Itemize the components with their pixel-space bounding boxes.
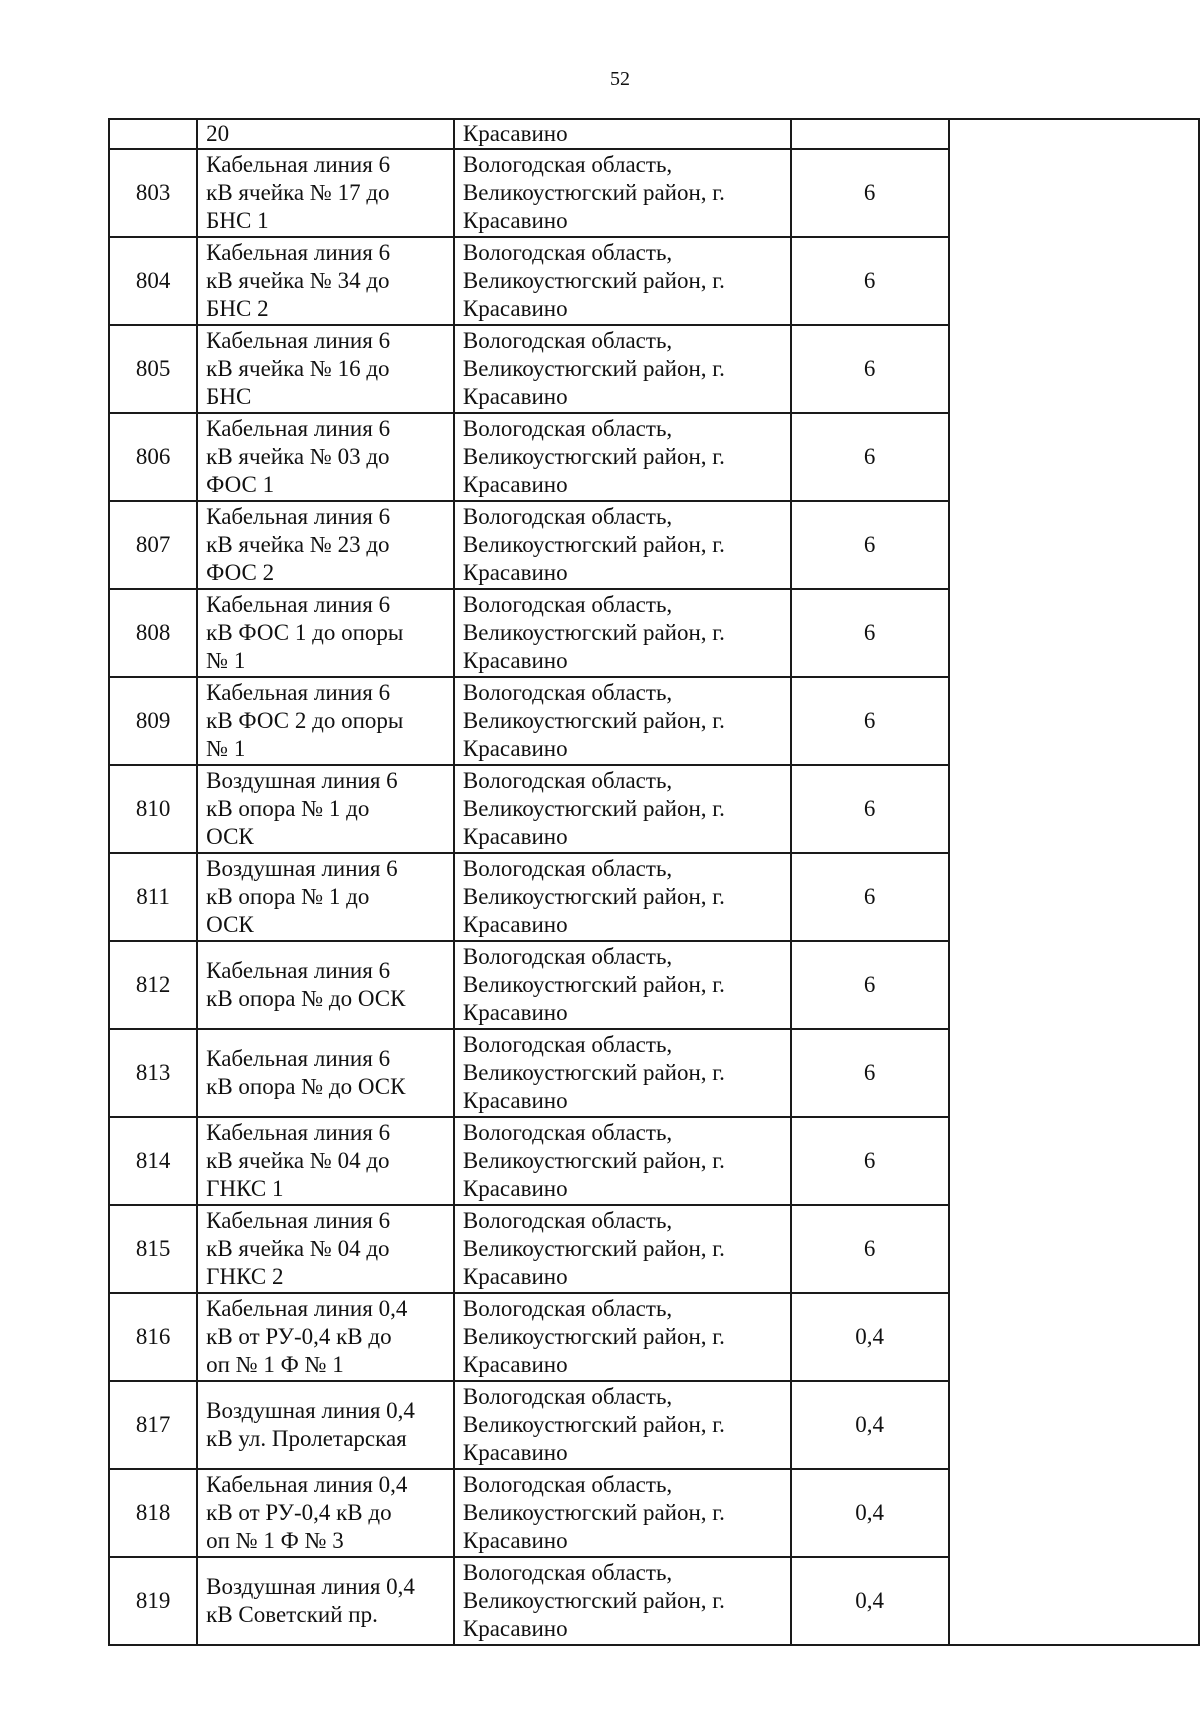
row-number: 803 — [135, 180, 171, 205]
object-name: Воздушная линия 6 кВ опора № 1 до ОСК — [206, 856, 398, 937]
row-number-cell — [109, 853, 197, 941]
object-address: Вологодская область, Великоустюгский район, г. Красавино — [462, 328, 725, 409]
voltage-value: 6 — [863, 356, 876, 381]
voltage-value: 0,4 — [855, 1500, 885, 1525]
object-name-cell — [197, 1117, 454, 1205]
object-address: Вологодская область, Великоустюгский район, г. Красавино — [462, 1120, 725, 1201]
object-name: Воздушная линия 0,4 кВ Советский пр. — [206, 1574, 415, 1627]
object-name-cell — [197, 765, 454, 853]
object-name-cell — [197, 941, 454, 1029]
object-address: Вологодская область, Великоустюгский район, г. Красавино — [462, 1208, 725, 1289]
object-address: Вологодская область, Великоустюгский район, г. Красавино — [462, 856, 725, 937]
row-number-cell — [109, 1557, 197, 1645]
voltage-value-cell — [791, 1469, 949, 1557]
object-address: Вологодская область, Великоустюгский район, г. Красавино — [462, 592, 725, 673]
voltage-value-cell — [791, 853, 949, 941]
voltage-value-cell — [791, 677, 949, 765]
object-address: Вологодская область, Великоустюгский район, г. Красавино — [462, 1472, 725, 1553]
object-name: Кабельная линия 6 кВ опора № до ОСК — [206, 958, 406, 1011]
row-number: 805 — [135, 356, 171, 381]
row-number-cell — [109, 765, 197, 853]
object-address: Вологодская область, Великоустюгский район, г. Красавино — [462, 680, 725, 761]
voltage-value-cell — [791, 149, 949, 237]
object-address: Вологодская область, Великоустюгский район, г. Красавино — [462, 1032, 725, 1113]
object-address-cell — [454, 149, 791, 237]
continuation-voltage-cell — [791, 119, 949, 149]
object-name-cell — [197, 1293, 454, 1381]
row-number-cell — [109, 413, 197, 501]
row-number-cell — [109, 1381, 197, 1469]
object-name: Кабельная линия 6 кВ ФОС 1 до опоры № 1 — [206, 592, 404, 673]
row-number: 812 — [135, 972, 171, 997]
continuation-num-cell — [109, 119, 197, 149]
voltage-value-cell — [791, 1029, 949, 1117]
row-number: 817 — [135, 1412, 171, 1437]
row-number: 811 — [136, 884, 170, 909]
object-name-cell — [197, 1205, 454, 1293]
row-number: 804 — [135, 268, 171, 293]
continuation-address-cell — [454, 119, 791, 149]
blank-column — [949, 119, 1199, 1645]
row-number-cell — [109, 941, 197, 1029]
object-name: Воздушная линия 0,4 кВ ул. Пролетарская — [206, 1398, 415, 1451]
voltage-value-cell — [791, 941, 949, 1029]
continuation-address: Красавино — [462, 121, 568, 146]
voltage-value-cell — [791, 1205, 949, 1293]
row-number-cell — [109, 589, 197, 677]
row-number: 816 — [135, 1324, 171, 1349]
voltage-value: 0,4 — [855, 1588, 885, 1613]
page-number: 52 — [610, 68, 630, 90]
voltage-value-cell — [791, 765, 949, 853]
object-address: Вологодская область, Великоустюгский район, г. Красавино — [462, 768, 725, 849]
voltage-value: 0,4 — [855, 1412, 885, 1437]
row-number: 814 — [135, 1148, 171, 1173]
object-name-cell — [197, 149, 454, 237]
object-address-cell — [454, 1117, 791, 1205]
continuation-row — [109, 119, 1199, 149]
row-number-cell — [109, 149, 197, 237]
object-address-cell — [454, 589, 791, 677]
object-address: Вологодская область, Великоустюгский район, г. Красавино — [462, 1560, 725, 1641]
voltage-value: 6 — [863, 268, 876, 293]
object-name-cell — [197, 325, 454, 413]
row-number-cell — [109, 501, 197, 589]
voltage-value-cell — [791, 325, 949, 413]
object-name-cell — [197, 1557, 454, 1645]
row-number-cell — [109, 237, 197, 325]
row-number: 809 — [135, 708, 171, 733]
row-number-cell — [109, 1117, 197, 1205]
voltage-value-cell — [791, 237, 949, 325]
object-address: Вологодская область, Великоустюгский район, г. Красавино — [462, 1384, 725, 1465]
row-number-cell — [109, 1205, 197, 1293]
object-name: Кабельная линия 6 кВ ФОС 2 до опоры № 1 — [206, 680, 404, 761]
voltage-value: 6 — [863, 1148, 876, 1173]
object-name-cell — [197, 237, 454, 325]
voltage-value-cell — [791, 1117, 949, 1205]
voltage-value: 6 — [863, 1060, 876, 1085]
object-address-cell — [454, 1205, 791, 1293]
object-name-cell — [197, 501, 454, 589]
voltage-value: 6 — [863, 972, 876, 997]
row-number: 815 — [135, 1236, 171, 1261]
object-name-cell — [197, 677, 454, 765]
object-name: Кабельная линия 0,4 кВ от РУ-0,4 кВ до оп № 1 Ф № 3 — [206, 1472, 408, 1553]
row-number: 818 — [135, 1500, 171, 1525]
object-name: Кабельная линия 6 кВ ячейка № 04 до ГНКС 2 — [206, 1208, 391, 1289]
row-number: 808 — [135, 620, 171, 645]
object-name-cell — [197, 1469, 454, 1557]
object-address-cell — [454, 1469, 791, 1557]
object-address: Вологодская область, Великоустюгский район, г. Красавино — [462, 152, 725, 233]
row-number: 806 — [135, 444, 171, 469]
object-name: Воздушная линия 6 кВ опора № 1 до ОСК — [206, 768, 398, 849]
object-name: Кабельная линия 6 кВ ячейка № 17 до БНС 1 — [206, 152, 391, 233]
object-address: Вологодская область, Великоустюгский район, г. Красавино — [462, 240, 725, 321]
object-address: Вологодская область, Великоустюгский район, г. Красавино — [462, 1296, 725, 1377]
object-address: Вологодская область, Великоустюгский район, г. Красавино — [462, 504, 725, 585]
row-number: 807 — [135, 532, 171, 557]
object-address-cell — [454, 677, 791, 765]
voltage-value: 6 — [863, 532, 876, 557]
object-name-cell — [197, 413, 454, 501]
object-name: Кабельная линия 6 кВ ячейка № 16 до БНС — [206, 328, 391, 409]
object-name: Кабельная линия 0,4 кВ от РУ-0,4 кВ до оп № 1 Ф № 1 — [206, 1296, 408, 1377]
voltage-value: 6 — [863, 1236, 876, 1261]
object-address-cell — [454, 325, 791, 413]
object-name-cell — [197, 853, 454, 941]
object-name: Кабельная линия 6 кВ ячейка № 34 до БНС 2 — [206, 240, 391, 321]
object-address-cell — [454, 413, 791, 501]
object-address-cell — [454, 941, 791, 1029]
row-number-cell — [109, 1293, 197, 1381]
voltage-value: 6 — [863, 620, 876, 645]
object-name: Кабельная линия 6 кВ опора № до ОСК — [206, 1046, 406, 1099]
object-name-cell — [197, 1029, 454, 1117]
voltage-value-cell — [791, 501, 949, 589]
object-address: Вологодская область, Великоустюгский район, г. Красавино — [462, 944, 725, 1025]
voltage-value: 6 — [863, 708, 876, 733]
object-address-cell — [454, 501, 791, 589]
row-number-cell — [109, 677, 197, 765]
voltage-value-cell — [791, 589, 949, 677]
voltage-value-cell — [791, 1557, 949, 1645]
row-number: 813 — [135, 1060, 171, 1085]
object-name: Кабельная линия 6 кВ ячейка № 23 до ФОС 2 — [206, 504, 391, 585]
object-address-cell — [454, 765, 791, 853]
row-number-cell — [109, 1029, 197, 1117]
registry-table — [108, 118, 1200, 1646]
object-name-cell — [197, 589, 454, 677]
object-address-cell — [454, 1293, 791, 1381]
voltage-value: 6 — [863, 884, 876, 909]
object-name: Кабельная линия 6 кВ ячейка № 04 до ГНКС 1 — [206, 1120, 391, 1201]
voltage-value-cell — [791, 413, 949, 501]
object-name-cell — [197, 1381, 454, 1469]
object-address-cell — [454, 1029, 791, 1117]
row-number-cell — [109, 325, 197, 413]
continuation-name-cell — [197, 119, 454, 149]
row-number-cell — [109, 1469, 197, 1557]
row-number: 810 — [135, 796, 171, 821]
object-address-cell — [454, 1381, 791, 1469]
object-address: Вологодская область, Великоустюгский район, г. Красавино — [462, 416, 725, 497]
object-name: Кабельная линия 6 кВ ячейка № 03 до ФОС 1 — [206, 416, 391, 497]
object-address-cell — [454, 1557, 791, 1645]
registry-table-body — [109, 119, 1199, 1645]
continuation-name: 20 — [206, 121, 230, 146]
voltage-value-cell — [791, 1293, 949, 1381]
voltage-value: 6 — [863, 444, 876, 469]
voltage-value: 6 — [863, 796, 876, 821]
row-number: 819 — [135, 1588, 171, 1613]
voltage-value: 0,4 — [855, 1324, 885, 1349]
object-address-cell — [454, 853, 791, 941]
voltage-value: 6 — [863, 180, 876, 205]
voltage-value-cell — [791, 1381, 949, 1469]
object-address-cell — [454, 237, 791, 325]
